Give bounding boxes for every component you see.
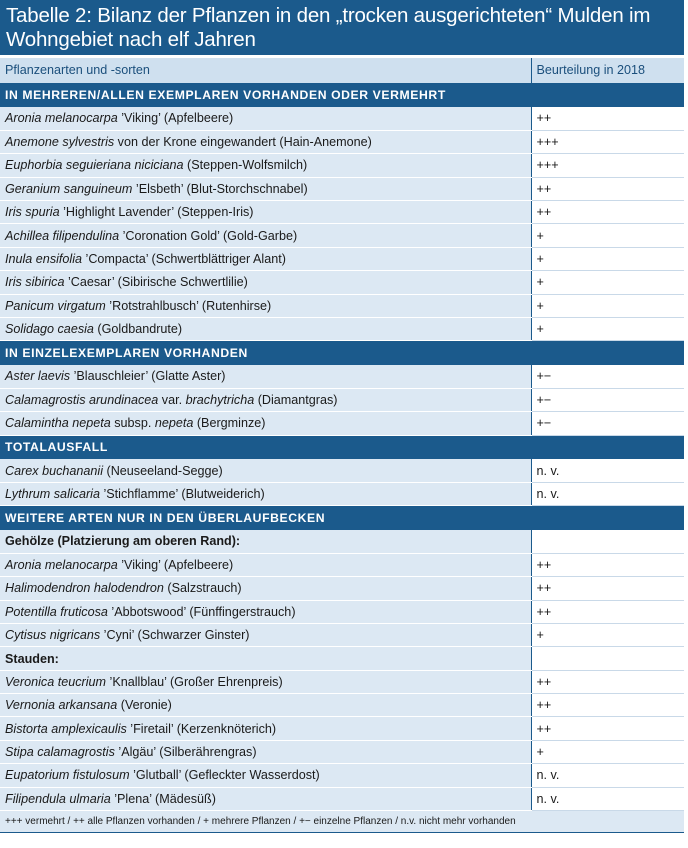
- rating-cell: +: [531, 740, 684, 763]
- plant-table: [0, 58, 684, 833]
- table-row: [0, 294, 684, 317]
- plant-name-cell: [0, 201, 531, 224]
- botanical-name: Panicum virgatum: [5, 298, 106, 313]
- botanical-name: Achillea filipendulina: [5, 228, 120, 243]
- plant-name-text: ’Plena’ (Mädesüß): [110, 791, 216, 806]
- plant-name-text: (Goldbandrute): [93, 322, 183, 337]
- plant-name-cell: [0, 694, 531, 717]
- botanical-name: Potentilla fruticosa: [5, 604, 108, 619]
- rating-cell: ++: [531, 600, 684, 623]
- rating-cell: n. v.: [531, 764, 684, 787]
- subheading: Gehölze (Platzierung am oberen Rand):: [0, 530, 531, 553]
- plant-name-text: ’Highlight Lavender’ (Steppen-Iris): [59, 205, 254, 220]
- plant-name-text: (Veronie): [117, 698, 172, 713]
- table-row: [0, 388, 684, 411]
- plant-name-text: var.: [158, 392, 186, 407]
- plant-name-text: ’Glutball’ (Gefleckter Wasserdost): [129, 768, 320, 783]
- rating-cell: ++: [531, 177, 684, 200]
- table-row: [0, 224, 684, 247]
- plant-name-cell: [0, 154, 531, 177]
- plant-name-cell: [0, 130, 531, 153]
- botanical-name: Vernonia arkansana: [5, 698, 118, 713]
- botanical-name: Aronia melanocarpa: [5, 557, 118, 572]
- botanical-name: Solidago caesia: [5, 322, 94, 337]
- plant-name-text: ’Elsbeth’ (Blut-Storchschnabel): [132, 181, 308, 196]
- plant-name-cell: [0, 670, 531, 693]
- plant-name-cell: [0, 107, 531, 130]
- table-row: [0, 694, 684, 717]
- botanical-name: Anemone sylvestris: [5, 135, 115, 150]
- rating-cell: +−: [531, 412, 684, 435]
- rating-cell: +: [531, 294, 684, 317]
- rating-cell: ++: [531, 670, 684, 693]
- rating-cell: +: [531, 247, 684, 270]
- plant-name-cell: [0, 577, 531, 600]
- rating-cell: ++: [531, 577, 684, 600]
- plant-name-cell: [0, 388, 531, 411]
- botanical-name: Veronica teucrium: [5, 674, 107, 689]
- rating-cell: +−: [531, 365, 684, 388]
- footnote: +++ vermehrt / ++ alle Pflanzen vorhanden / + mehrere Pflanzen / +− einzelne Pflanzen / n.v. nicht mehr vorhanden: [0, 811, 684, 833]
- botanical-name: Aster laevis: [5, 369, 71, 384]
- rating-cell: +: [531, 623, 684, 646]
- table-row: [0, 670, 684, 693]
- botanical-name: Filipendula ulmaria: [5, 791, 111, 806]
- plant-name-cell: [0, 623, 531, 646]
- table-row: [0, 154, 684, 177]
- table-row: [0, 577, 684, 600]
- plant-name-cell: [0, 600, 531, 623]
- section-header: WEITERE ARTEN NUR IN DEN ÜBERLAUFBECKEN: [0, 506, 684, 530]
- botanical-name: Iris spuria: [5, 205, 60, 220]
- table-row: [0, 365, 684, 388]
- table-row: [0, 600, 684, 623]
- table-row: [0, 740, 684, 763]
- subheading-row: [0, 530, 684, 553]
- table-row: [0, 787, 684, 810]
- plant-name-cell: [0, 764, 531, 787]
- rating-cell: +: [531, 271, 684, 294]
- plant-name-text: ’Coronation Gold’ (Gold-Garbe): [119, 228, 298, 243]
- rating-cell: +++: [531, 154, 684, 177]
- plant-name-text: (Neuseeland-Segge): [103, 463, 223, 478]
- table-header-row: [0, 58, 684, 83]
- plant-name-cell: [0, 740, 531, 763]
- table-title: Tabelle 2: Bilanz der Pflanzen in den „trocken ausgerichteten“ Mulden im Wohngebiet nach elf Jahren: [0, 0, 684, 55]
- rating-cell: +: [531, 318, 684, 341]
- plant-name-cell: [0, 177, 531, 200]
- table-row: [0, 459, 684, 482]
- rating-cell: ++: [531, 553, 684, 576]
- table-row: [0, 107, 684, 130]
- plant-name-cell: [0, 459, 531, 482]
- botanical-name: Lythrum salicaria: [5, 487, 100, 502]
- plant-name-text: von der Krone eingewandert (Hain-Anemone): [114, 135, 372, 150]
- header-rating: Beurteilung in 2018: [531, 58, 684, 83]
- plant-name-cell: [0, 365, 531, 388]
- rating-cell: +: [531, 224, 684, 247]
- plant-name-text: (Diamantgras): [254, 392, 338, 407]
- plant-name-cell: [0, 271, 531, 294]
- plant-name-text: ’Compacta’ (Schwertblättriger Alant): [82, 252, 286, 267]
- subheading-row: [0, 647, 684, 670]
- table-row: [0, 318, 684, 341]
- footnote-row: [0, 811, 684, 833]
- table-row: [0, 247, 684, 270]
- section-header: IN EINZELEXEMPLAREN VORHANDEN: [0, 341, 684, 365]
- rating-cell: n. v.: [531, 482, 684, 505]
- plant-name-text: ’Viking’ (Apfelbeere): [117, 557, 234, 572]
- plant-name-cell: [0, 787, 531, 810]
- botanical-name: Cytisus nigricans: [5, 628, 101, 643]
- table-row: [0, 717, 684, 740]
- section-header: IN MEHREREN/ALLEN EXEMPLAREN VORHANDEN ODER VERMEHRT: [0, 83, 684, 107]
- empty-rating-cell: [531, 530, 684, 553]
- plant-name-cell: [0, 224, 531, 247]
- botanical-name: Iris sibirica: [5, 275, 65, 290]
- table-row: [0, 623, 684, 646]
- section-header-row: [0, 506, 684, 530]
- plant-name-text: ’Knallblau’ (Großer Ehrenpreis): [106, 674, 283, 689]
- plant-name-text: ’Blauschleier’ (Glatte Aster): [70, 369, 226, 384]
- plant-name-text: ’Abbotswood’ (Fünffingerstrauch): [107, 604, 296, 619]
- botanical-name: Euphorbia seguieriana niciciana: [5, 158, 184, 173]
- subheading: Stauden:: [0, 647, 531, 670]
- table-row: [0, 177, 684, 200]
- botanical-name: Geranium sanguineum: [5, 181, 133, 196]
- table-row: [0, 201, 684, 224]
- botanical-name: Stipa calamagrostis: [5, 745, 115, 760]
- plant-name-cell: [0, 553, 531, 576]
- plant-name-text: ’Cyni’ (Schwarzer Ginster): [100, 628, 250, 643]
- plant-name-text: ’Rotstrahlbusch’ (Rutenhirse): [105, 298, 272, 313]
- table-row: [0, 553, 684, 576]
- table-row: [0, 271, 684, 294]
- rating-cell: +−: [531, 388, 684, 411]
- table-body: [0, 58, 684, 833]
- plant-name-cell: [0, 412, 531, 435]
- rating-cell: +++: [531, 130, 684, 153]
- empty-rating-cell: [531, 647, 684, 670]
- rating-cell: ++: [531, 717, 684, 740]
- plant-name-text: (Steppen-Wolfsmilch): [183, 158, 308, 173]
- rating-cell: n. v.: [531, 787, 684, 810]
- plant-name-text: ’Viking’ (Apfelbeere): [117, 111, 234, 126]
- plant-name-text: ’Stichflamme’ (Blutweiderich): [99, 487, 265, 502]
- rating-cell: ++: [531, 107, 684, 130]
- plant-name-cell: [0, 482, 531, 505]
- plant-name-text: ’Caesar’ (Sibirische Schwertlilie): [64, 275, 248, 290]
- section-header-row: [0, 435, 684, 459]
- rating-cell: n. v.: [531, 459, 684, 482]
- botanical-name: Bistorta amplexicaulis: [5, 721, 127, 736]
- rating-cell: ++: [531, 694, 684, 717]
- plant-name-cell: [0, 294, 531, 317]
- plant-name-cell: [0, 247, 531, 270]
- plant-name-text: (Bergminze): [193, 416, 266, 431]
- rating-cell: ++: [531, 201, 684, 224]
- plant-name-text: ’Firetail’ (Kerzenknöterich): [126, 721, 277, 736]
- botanical-name: Aronia melanocarpa: [5, 111, 118, 126]
- table-row: [0, 764, 684, 787]
- plant-name-text: ’Algäu’ (Silberährengras): [114, 745, 257, 760]
- plant-name-text: (Salzstrauch): [163, 581, 242, 596]
- botanical-name: Halimodendron halodendron: [5, 581, 164, 596]
- botanical-name: Calamintha nepeta: [5, 416, 111, 431]
- botanical-name: brachytricha: [185, 392, 255, 407]
- section-header-row: [0, 341, 684, 365]
- section-header-row: [0, 83, 684, 107]
- plant-name-cell: [0, 318, 531, 341]
- header-plants: Pflanzenarten und -sorten: [0, 58, 531, 83]
- table-row: [0, 130, 684, 153]
- section-header: TOTALAUSFALL: [0, 435, 684, 459]
- table-row: [0, 482, 684, 505]
- botanical-name: Eupatorium fistulosum: [5, 768, 130, 783]
- plant-name-text: subsp.: [110, 416, 155, 431]
- botanical-name: Inula ensifolia: [5, 252, 83, 267]
- table-row: [0, 412, 684, 435]
- botanical-name: nepeta: [154, 416, 194, 431]
- botanical-name: Carex buchananii: [5, 463, 104, 478]
- botanical-name: Calamagrostis arundinacea: [5, 392, 159, 407]
- plant-name-cell: [0, 717, 531, 740]
